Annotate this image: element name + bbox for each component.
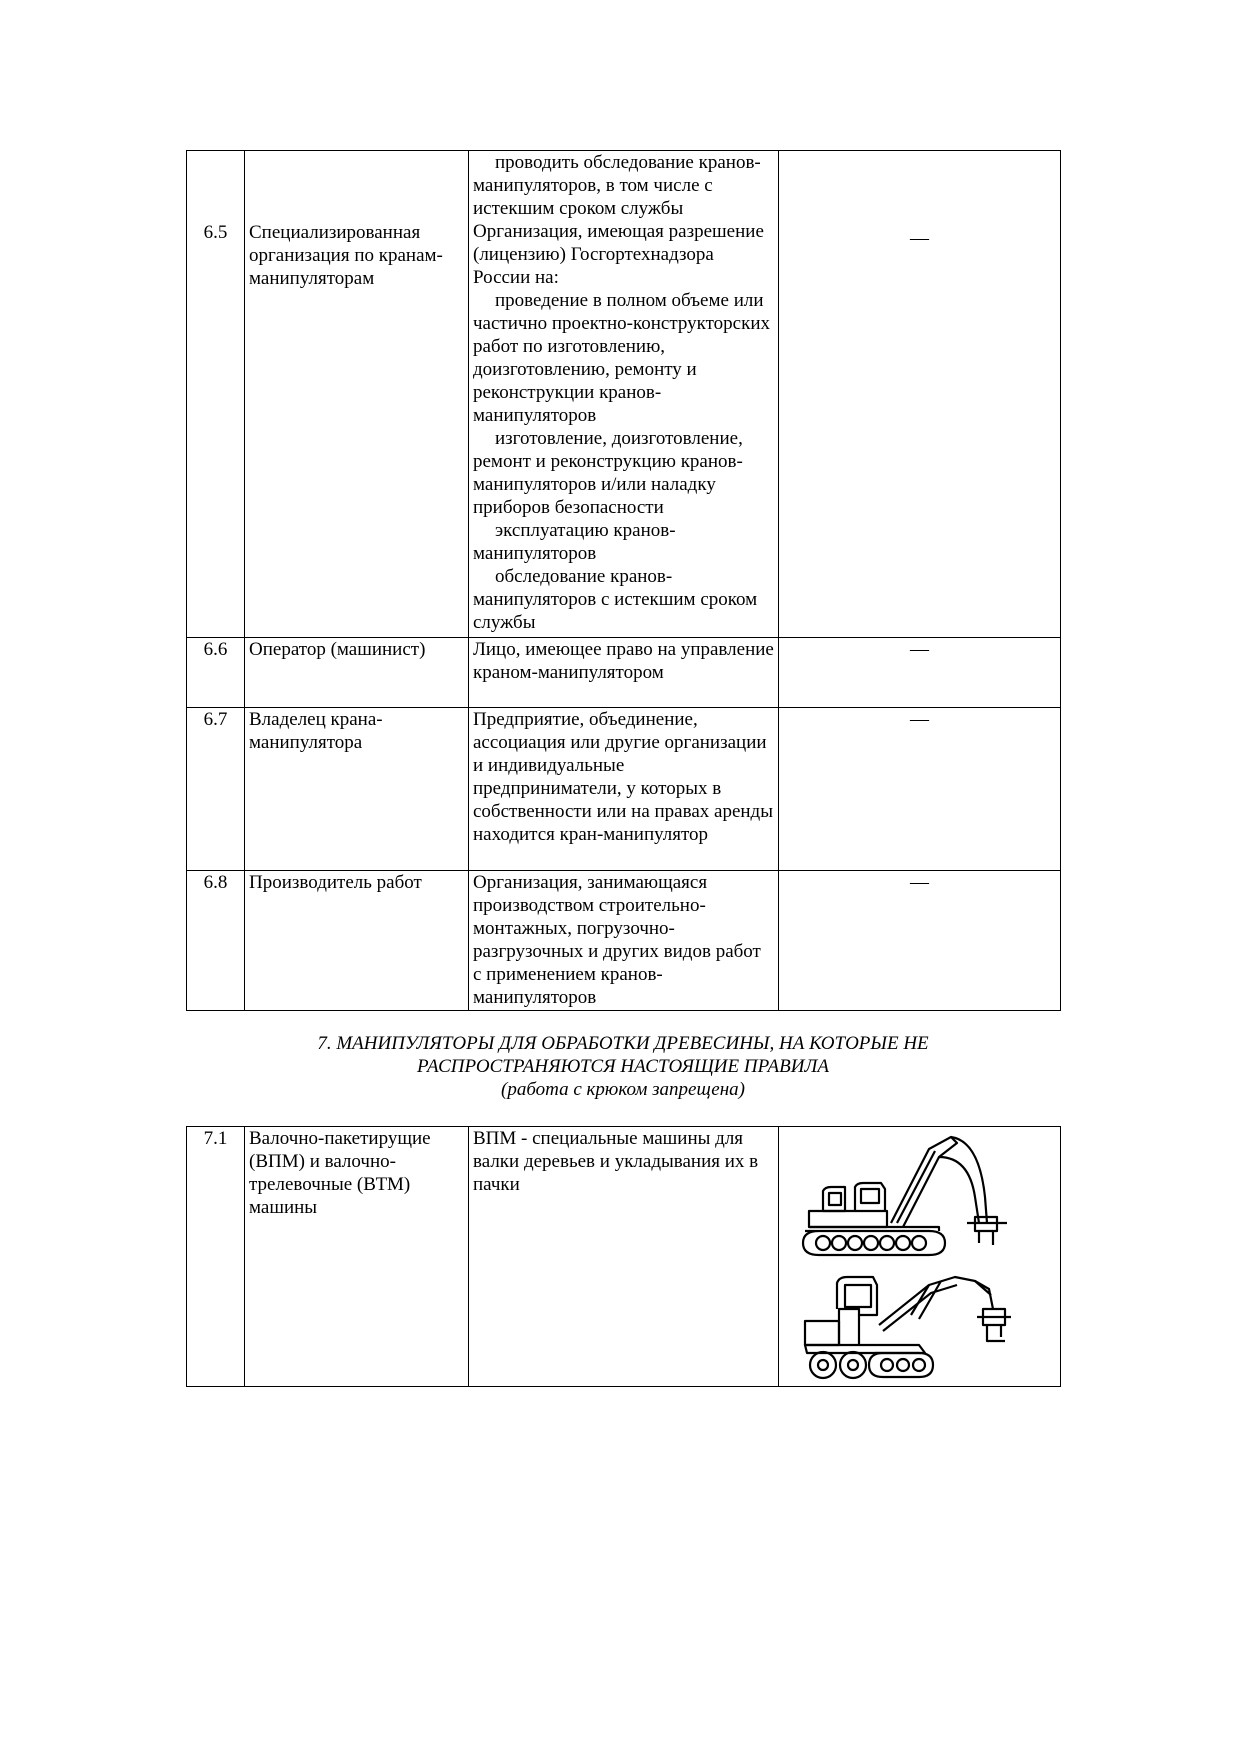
definition-cell: Организация, занимающаяся производством строительно-монтажных, погрузочно-разгрузочных и других видов работ с применением кранов-манипуляторов — [469, 871, 779, 1011]
definition-paragraph: Организация, имеющая разрешение (лицензию) Госгортехнадзора России на: — [473, 221, 764, 288]
table-row — [187, 871, 1061, 1011]
illustration-cell: — — [779, 708, 1061, 871]
definition-paragraph: изготовление, доизготовление, ремонт и реконструкцию кранов-манипуляторов и/или наладку приборов безопасности — [473, 428, 743, 518]
table-row — [187, 151, 1061, 638]
term-cell: Валочно-пакетирущие (ВПМ) и валочно-трелевочные (ВТМ) машины — [245, 1127, 469, 1387]
feller-skidder-wheeled-icon — [779, 1265, 1061, 1383]
definition-paragraph: проведение в полном объеме или частично проектно-конструкторских работ по изготовлению, доизготовлению, ремонту и реконструкции кранов-манипуляторов — [473, 290, 770, 426]
table-row — [187, 638, 1061, 708]
term-cell: Производитель работ — [245, 871, 469, 1011]
definition-paragraph: обследование кранов-манипуляторов с истекшим сроком службы — [473, 566, 758, 633]
section-heading — [186, 1032, 1060, 1101]
row-number: 6.8 — [187, 871, 245, 1011]
row-number: 6.7 — [187, 708, 245, 871]
term-cell: Оператор (машинист) — [245, 638, 469, 708]
illustration-cell: — — [779, 638, 1061, 708]
section-title-line: РАСПРОСТРАНЯЮТСЯ НАСТОЯЩИЕ ПРАВИЛА — [417, 1056, 829, 1077]
table-row — [187, 1127, 1061, 1387]
illustration-cell: — — [779, 151, 1061, 638]
definition-cell: Предприятие, объединение, ассоциация или другие организации и индивидуальные предприниматели, у которых в собственности или на правах аренды находится кран-манипулятор — [469, 708, 779, 871]
definition-cell — [469, 151, 779, 638]
definition-cell: ВПМ - специальные машины для валки деревьев и укладывания их в пачки — [469, 1127, 779, 1387]
definition-paragraph: эксплуатацию кранов-манипуляторов — [473, 520, 676, 564]
table-row — [187, 708, 1061, 871]
term-cell: Владелец крана-манипулятора — [245, 708, 469, 871]
illustration-cell — [779, 1127, 1061, 1387]
row-number: 6.5 — [187, 151, 245, 638]
section-subtitle: (работа с крюком запрещена) — [501, 1079, 745, 1100]
definition-cell: Лицо, имеющее право на управление краном-манипулятором — [469, 638, 779, 708]
term-cell: Специализированная организация по кранам-манипуляторам — [245, 151, 469, 638]
section7-table — [186, 1126, 1061, 1387]
row-number: 6.6 — [187, 638, 245, 708]
definitions-table — [186, 150, 1061, 1011]
row-number: 7.1 — [187, 1127, 245, 1387]
illustration-cell: — — [779, 871, 1061, 1011]
definition-paragraph: проводить обследование кранов-манипуляторов, в том числе с истекшим сроком службы — [473, 152, 761, 219]
section-title-line: 7. МАНИПУЛЯТОРЫ ДЛЯ ОБРАБОТКИ ДРЕВЕСИНЫ, НА КОТОРЫЕ НЕ — [317, 1033, 929, 1054]
feller-buncher-tracked-icon — [779, 1127, 1061, 1265]
